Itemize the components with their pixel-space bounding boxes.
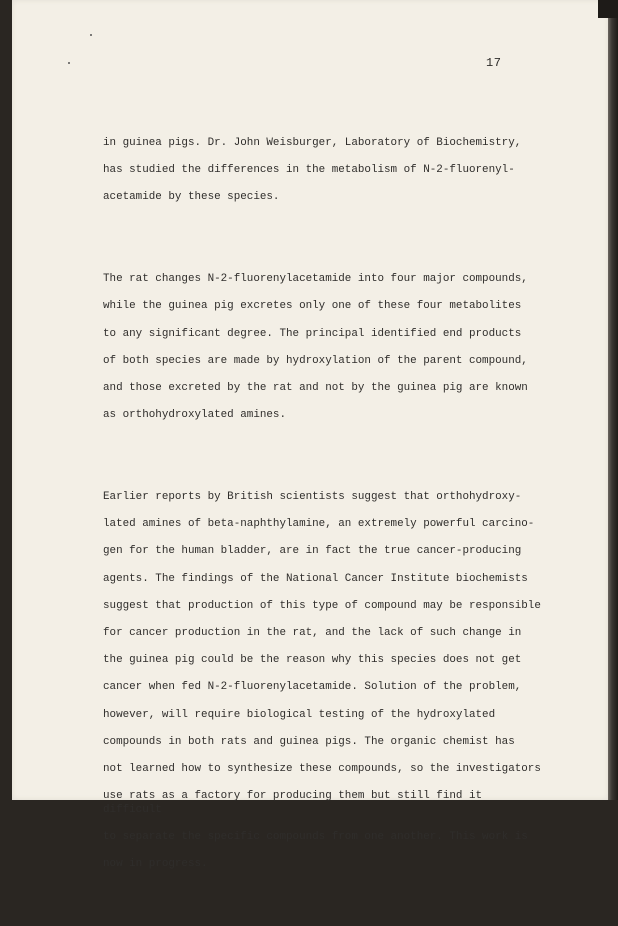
body-text — [103, 96, 543, 926]
text-line: use rats as a factory for producing them but still find it difficult — [103, 790, 483, 816]
text-line: gen for the human bladder, are in fact the true cancer-producing — [103, 545, 522, 558]
document-page — [12, 0, 608, 871]
text-line: of both species are made by hydroxylation of the parent compound, — [103, 354, 528, 367]
text-line: Earlier reports by British scientists suggest that orthohydroxy- — [103, 491, 522, 504]
text-line: suggest that production of this type of compound may be responsible — [103, 599, 541, 612]
paragraph-1 — [103, 123, 543, 218]
paragraph-3 — [103, 477, 543, 885]
text-line: lated amines of beta-naphthylamine, an extremely powerful carcino- — [103, 518, 535, 531]
text-line: in guinea pigs. Dr. John Weisburger, Laboratory of Biochemistry, — [103, 136, 522, 149]
text-line: as orthohydroxylated amines. — [103, 409, 286, 422]
paragraph-2 — [103, 260, 543, 437]
text-line: for cancer production in the rat, and the lack of such change in — [103, 626, 522, 639]
text-line: agents. The findings of the National Cancer Institute biochemists — [103, 572, 528, 585]
text-line: to separate the specific compounds from one another. This work is — [103, 830, 528, 843]
text-line: the guinea pig could be the reason why this species does not get — [103, 654, 522, 667]
text-line: acetamide by these species. — [103, 191, 280, 204]
text-line: now in progress. — [103, 858, 208, 871]
text-line: cancer when fed N-2-fluorenylacetamide. Solution of the problem, — [103, 681, 522, 694]
text-line: has studied the differences in the metabolism of N-2-fluorenyl- — [103, 163, 515, 176]
text-line: compounds in both rats and guinea pigs. The organic chemist has — [103, 735, 515, 748]
text-line: and those excreted by the rat and not by the guinea pig are known — [103, 381, 528, 394]
text-line: The rat changes N-2-fluorenylacetamide into four major compounds, — [103, 273, 528, 286]
text-line: however, will require biological testing of the hydroxylated — [103, 708, 496, 721]
paper-speck — [90, 34, 92, 36]
text-line: while the guinea pig excretes only one of these four metabolites — [103, 300, 522, 313]
paper-speck — [68, 62, 70, 64]
text-line: not learned how to synthesize these compounds, so the investigators — [103, 762, 541, 775]
text-line: to any significant degree. The principal identified end products — [103, 327, 522, 340]
page-number: 17 — [486, 56, 502, 70]
binder-edge — [608, 0, 618, 800]
scan-border — [598, 0, 618, 18]
